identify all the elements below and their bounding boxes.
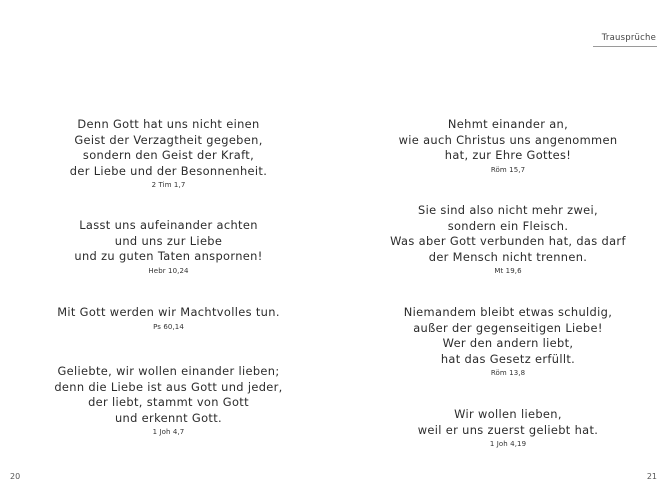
verse-text: Denn Gott hat uns nicht einen Geist der Verzagtheit gegeben, sondern den Geist der Kraft, der Liebe und der Besonnenheit.: [69, 117, 268, 178]
verse-block: [2, 305, 335, 332]
verse-block: [341, 117, 667, 175]
verse-reference: Mt 19,6: [494, 267, 522, 275]
verse-text: Nehmt einander an, wie auch Christus uns angenommen hat, zur Ehre Gottes!: [398, 117, 618, 162]
verse-block: [2, 117, 335, 190]
verse-block: [2, 218, 335, 276]
verse-block: [341, 407, 667, 449]
verse-reference: 2 Tim 1,7: [151, 181, 186, 189]
right-page: [333, 0, 667, 499]
verse-block: [341, 203, 667, 276]
verse-reference: Ps 60,14: [153, 322, 184, 331]
header-rule: [593, 46, 657, 47]
verse-text: Mit Gott werden wir Machtvolles tun.: [57, 305, 280, 319]
verse-text: Lasst uns aufeinander achten und uns zur Liebe und zu guten Taten anspornen!: [74, 218, 263, 263]
page-number: 20: [10, 472, 21, 481]
verse-reference: 1 Joh 4,19: [489, 440, 527, 448]
left-page: [0, 0, 333, 499]
verse-reference: Röm 15,7: [490, 165, 526, 174]
verse-text: Wir wollen lieben, weil er uns zuerst geliebt hat.: [417, 407, 599, 437]
section-title: Trausprüche: [601, 33, 656, 43]
verse-text: Niemandem bleibt etwas schuldig, außer der gegenseitigen Liebe! Wer den andern liebt, hat das Gesetz erfüllt.: [403, 305, 613, 366]
verse-block: [341, 305, 667, 378]
verse-text: Sie sind also nicht mehr zwei, sondern ein Fleisch. Was aber Gott verbunden hat, das darf der Mensch nicht trennen.: [390, 203, 626, 264]
verse-reference: Hebr 10,24: [148, 266, 189, 275]
verse-text: Geliebte, wir wollen einander lieben; denn die Liebe ist aus Gott und jeder, der liebt, stammt von Gott und erkennt Gott.: [54, 364, 283, 425]
page-number: 21: [646, 472, 657, 481]
verse-reference: 1 Joh 4,7: [152, 428, 185, 436]
verse-reference: Röm 13,8: [490, 369, 526, 377]
verse-block: [2, 364, 335, 437]
